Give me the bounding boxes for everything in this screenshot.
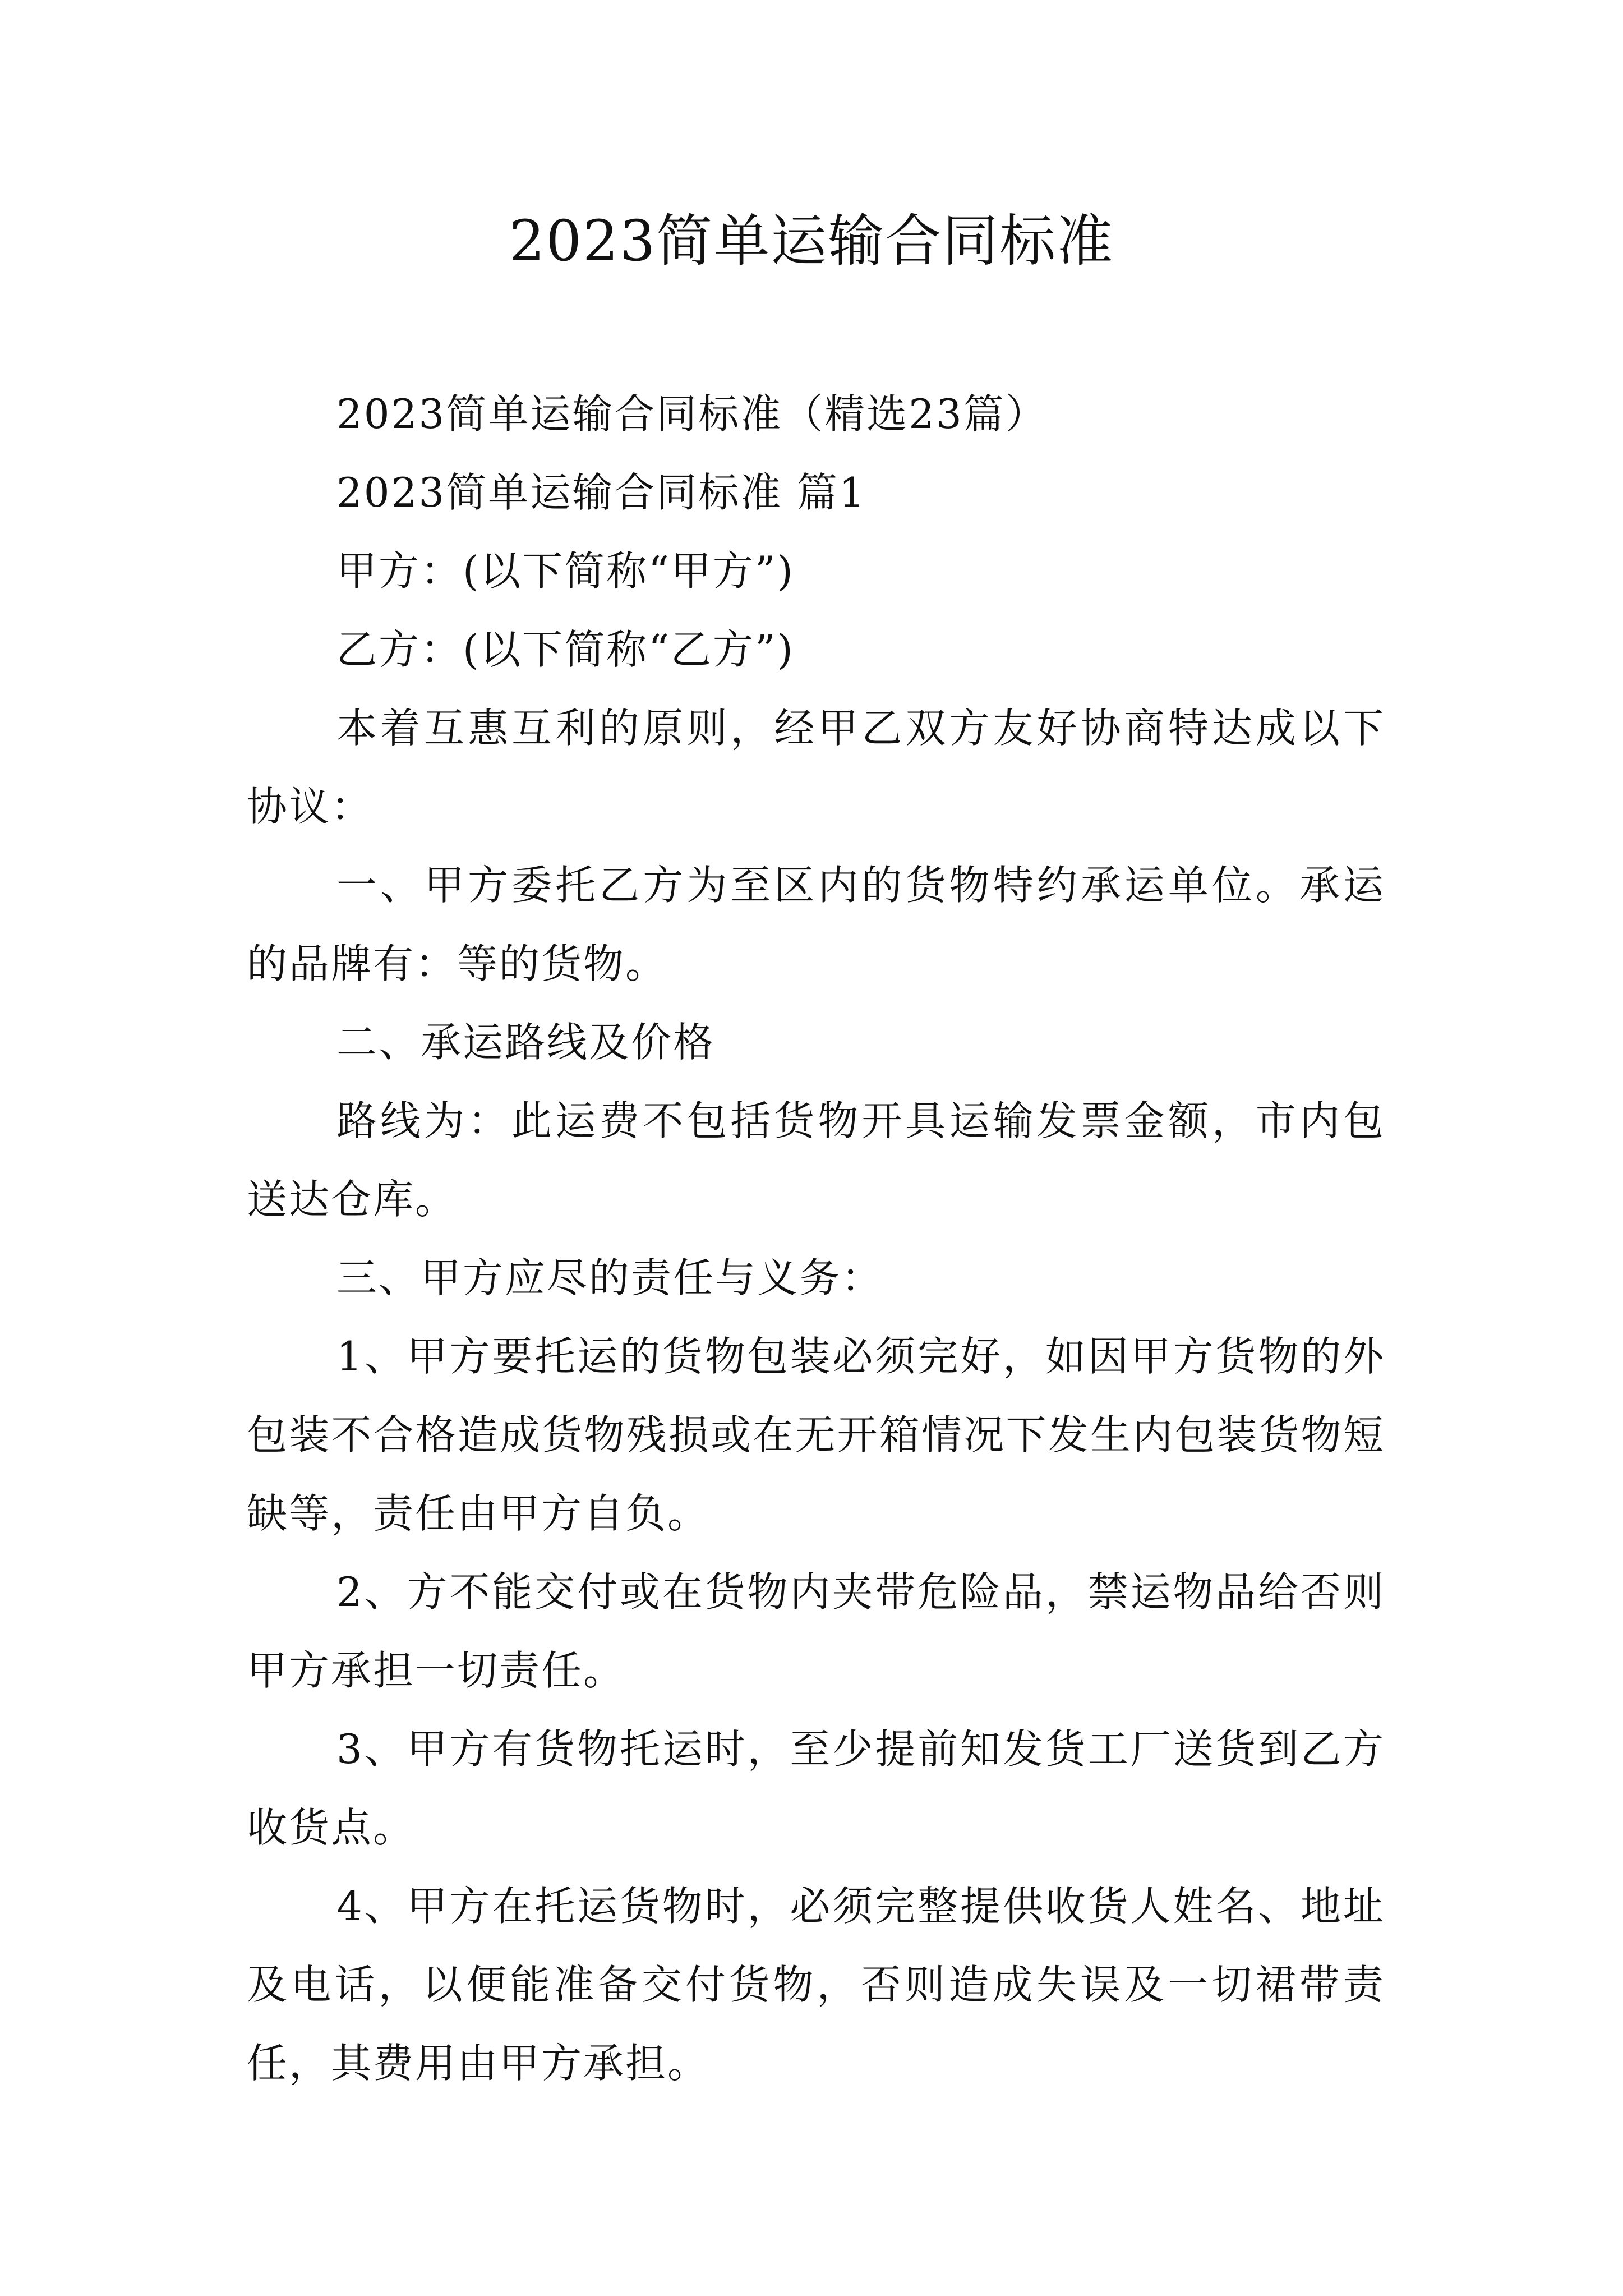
paragraph-intro: 本着互惠互利的原则，经甲乙双方友好协商特达成以下协议：: [247, 705, 1385, 830]
paragraph-item-3: 3、甲方有货物托运时，至少提前知发货工厂送货到乙方收货点。: [247, 1726, 1385, 1851]
paragraph-item-4: 4、甲方在托运货物时，必须完整提供收货人姓名、地址及电话，以便能准备交付货物，否则造成失误及一切裙带责任，其费用由甲方承担。: [247, 1883, 1385, 2087]
paragraph-clause-1: 一、甲方委托乙方为至区内的货物特约承运单位。承运的品牌有：等的货物。: [247, 862, 1385, 987]
document-body: [247, 375, 1385, 2102]
paragraph-subtitle: 2023简单运输合同标准（精选23篇）: [336, 390, 1048, 438]
paragraph-clause-2-heading: 二、承运路线及价格: [336, 1019, 716, 1066]
paragraph-item-2: 2、方不能交付或在货物内夹带危险品，禁运物品给否则甲方承担一切责任。: [247, 1568, 1385, 1694]
document-title: 2023简单运输合同标准: [509, 208, 1114, 274]
paragraph-section-heading: 2023简单运输合同标准 篇1: [336, 469, 866, 516]
paragraph-party-a: 甲方：(以下简称“甲方”): [336, 547, 795, 595]
paragraph-item-1: 1、甲方要托运的货物包装必须完好，如因甲方货物的外包装不合格造成货物残损或在无开箱情况下发生内包装货物短缺等，责任由甲方自负。: [247, 1333, 1385, 1537]
paragraph-route: 路线为：此运费不包括货物开具运输发票金额，市内包送达仓库。: [247, 1097, 1385, 1223]
paragraph-party-b: 乙方：(以下简称“乙方”): [336, 626, 795, 673]
paragraph-clause-3-heading: 三、甲方应尽的责任与义务：: [336, 1254, 884, 1301]
